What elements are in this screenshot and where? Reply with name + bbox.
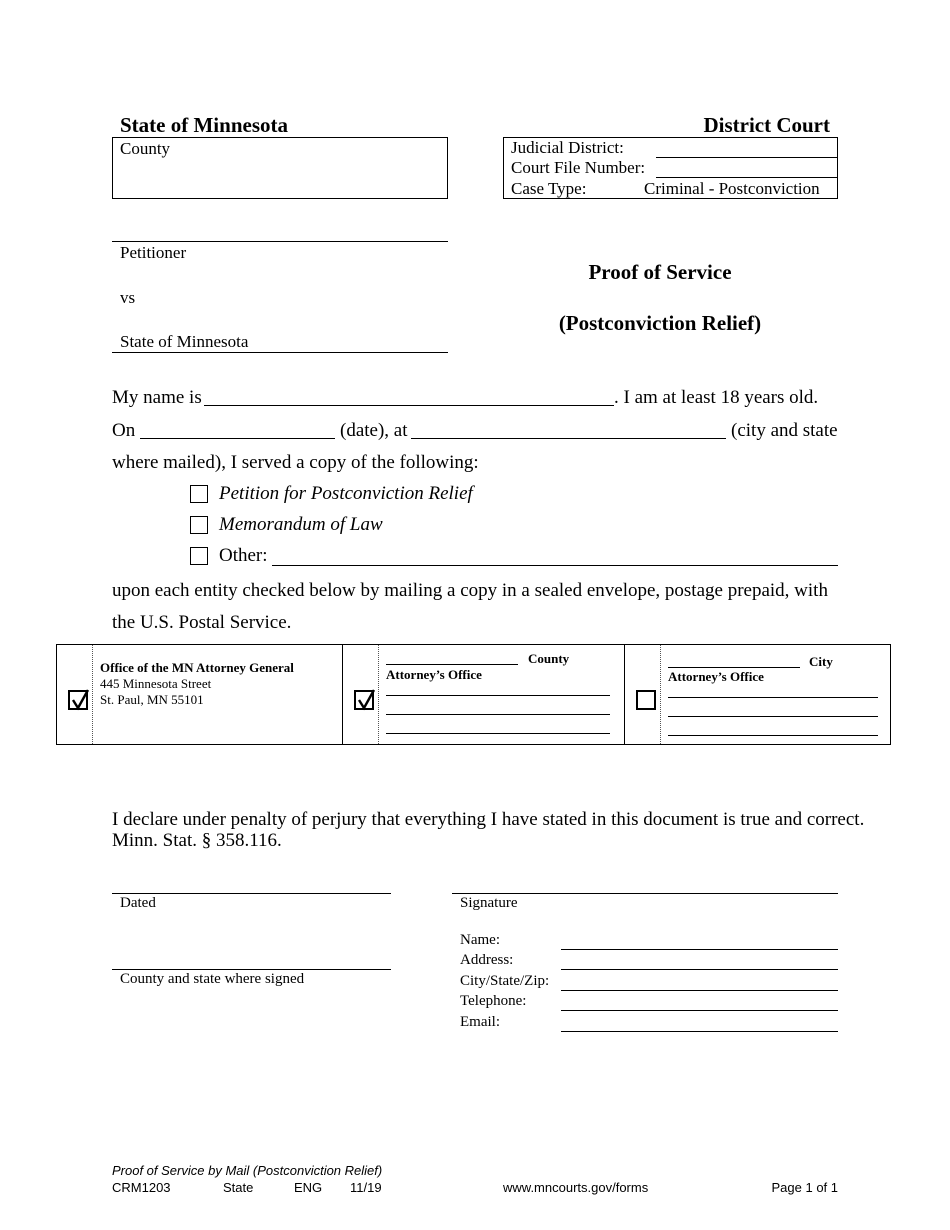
- dated-label: Dated: [120, 895, 156, 911]
- other-label: Other:: [219, 545, 268, 566]
- signer-telephone-field[interactable]: [561, 1010, 838, 1011]
- county-address-line1[interactable]: [386, 695, 610, 696]
- county-label: County: [120, 139, 171, 158]
- telephone-label: Telephone:: [460, 993, 527, 1009]
- city-address-line3[interactable]: [668, 735, 878, 736]
- signer-city-state-zip-field[interactable]: [561, 990, 838, 991]
- attorney-general-street: 445 Minnesota Street: [100, 676, 212, 691]
- upon-text-line2: the U.S. Postal Service.: [112, 612, 292, 633]
- footer-form-code: CRM1203: [112, 1180, 171, 1195]
- court-file-number-label: Court File Number:: [511, 158, 646, 177]
- city-address-line2[interactable]: [668, 716, 878, 717]
- checkmark-icon: [69, 686, 91, 712]
- judicial-district-label: Judicial District:: [511, 138, 624, 157]
- footer-language: ENG: [294, 1180, 323, 1195]
- city-state-field[interactable]: [411, 438, 726, 439]
- signature-field[interactable]: [452, 893, 838, 894]
- footer-page: Page 1 of 1: [771, 1180, 838, 1195]
- form-subtitle: (Postconviction Relief): [558, 311, 762, 335]
- date-at-label: (date), at: [340, 420, 408, 441]
- other-field[interactable]: [272, 565, 838, 566]
- where-mailed-text: where mailed), I served a copy of the following:: [112, 452, 479, 473]
- age-statement: . I am at least 18 years old.: [614, 387, 819, 408]
- form-title: Proof of Service: [588, 260, 732, 284]
- case-type-label: Case Type:: [511, 179, 587, 198]
- county-attorney-office: Attorney’s Office: [386, 667, 482, 682]
- upon-text-line1: upon each entity checked below by mailing a copy in a sealed envelope, postage prepaid, with: [112, 580, 828, 601]
- footer-category: State: [223, 1180, 254, 1195]
- respondent-line: [112, 352, 448, 353]
- respondent-name: State of Minnesota: [120, 332, 249, 351]
- email-label: Email:: [460, 1014, 500, 1030]
- city-attorney-office: Attorney’s Office: [668, 669, 764, 684]
- recipients-table: [56, 644, 891, 745]
- state-heading: State of Minnesota: [120, 113, 288, 137]
- address-label: Address:: [460, 952, 514, 968]
- city-name-field[interactable]: [668, 667, 800, 668]
- vs-label: vs: [120, 288, 136, 307]
- checkmark-icon: [355, 686, 377, 712]
- footer-url[interactable]: www.mncourts.gov/forms: [503, 1180, 649, 1195]
- petition-checkbox[interactable]: [190, 485, 208, 503]
- dated-field[interactable]: [112, 893, 391, 894]
- signer-email-field[interactable]: [561, 1031, 838, 1032]
- footer-date: 11/19: [350, 1180, 382, 1195]
- memorandum-checkbox[interactable]: [190, 516, 208, 534]
- petitioner-field[interactable]: [112, 241, 448, 242]
- other-checkbox[interactable]: [190, 547, 208, 565]
- signer-address-field[interactable]: [561, 969, 838, 970]
- county-state-signed-field[interactable]: [112, 969, 391, 970]
- court-heading: District Court: [703, 113, 830, 137]
- county-address-line2[interactable]: [386, 714, 610, 715]
- signature-label: Signature: [460, 895, 518, 911]
- memorandum-label: Memorandum of Law: [219, 514, 383, 535]
- court-file-number-field[interactable]: [656, 177, 837, 178]
- county-box[interactable]: [112, 137, 448, 199]
- city-state-label: (city and state: [731, 420, 838, 441]
- case-type-value: Criminal - Postconviction: [644, 179, 820, 198]
- city-state-zip-label: City/State/Zip:: [460, 973, 550, 989]
- county-suffix: County: [528, 651, 570, 666]
- county-attorney-checkbox[interactable]: [354, 690, 374, 710]
- attorney-general-city: St. Paul, MN 55101: [100, 692, 204, 707]
- name-label: Name:: [460, 932, 500, 948]
- city-attorney-checkbox[interactable]: [636, 690, 656, 710]
- attorney-general-title: Office of the MN Attorney General: [100, 660, 294, 675]
- county-name-field[interactable]: [386, 664, 518, 665]
- my-name-label: My name is: [112, 387, 202, 408]
- attorney-general-checkbox[interactable]: [68, 690, 88, 710]
- footer-form-title: Proof of Service by Mail (Postconviction Relief): [112, 1163, 383, 1178]
- city-suffix: City: [809, 654, 833, 669]
- petitioner-label: Petitioner: [120, 243, 187, 262]
- declaration-line1: I declare under penalty of perjury that everything I have stated in this document is true and correct.: [112, 809, 865, 830]
- case-info-box: [503, 137, 838, 199]
- date-field[interactable]: [140, 438, 335, 439]
- city-address-line1[interactable]: [668, 697, 878, 698]
- on-label: On: [112, 420, 136, 441]
- judicial-district-field[interactable]: [656, 157, 837, 158]
- signer-name-field[interactable]: [561, 949, 838, 950]
- county-state-signed-label: County and state where signed: [120, 971, 305, 987]
- county-address-line3[interactable]: [386, 733, 610, 734]
- declaration-line2: Minn. Stat. § 358.116.: [112, 830, 282, 851]
- name-field[interactable]: [204, 405, 614, 406]
- petition-label: Petition for Postconviction Relief: [219, 483, 473, 504]
